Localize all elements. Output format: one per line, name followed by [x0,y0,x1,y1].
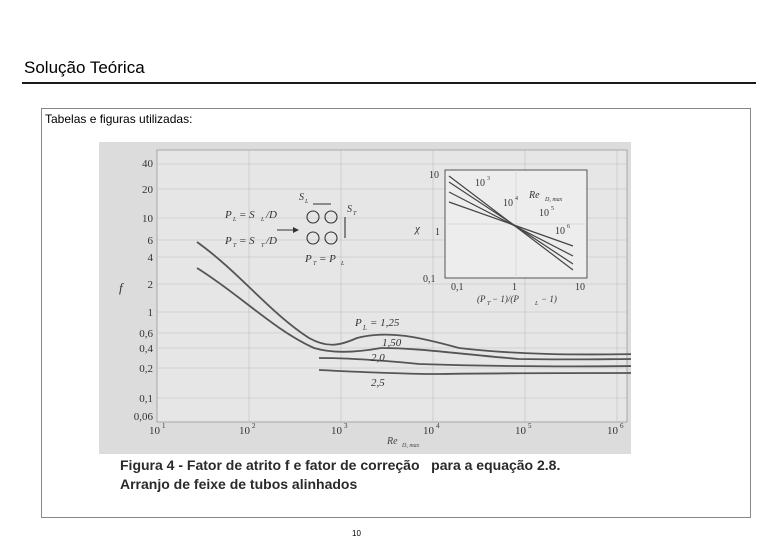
friction-factor-figure [99,142,631,454]
inset-xlabel-end: − 1) [541,294,557,304]
inset-re-1e3-exp: 3 [487,176,490,182]
inset-y-label: χ [415,223,420,235]
eq2-sub: T [233,243,237,249]
st-label: S [347,204,352,215]
y-axis-label: f [119,280,123,295]
inset-re-1e4-exp: 4 [515,196,518,202]
xtick-1e2: 10 [239,425,250,437]
page-title: Solução Teórica [24,58,145,77]
xtick-1e4-exp: 4 [436,422,440,430]
ytick-0-2: 0,2 [139,363,153,375]
figure-caption [120,456,560,494]
eq1-rest: = S [239,209,255,221]
title-divider [22,82,756,84]
inset-xtick-0-1: 0,1 [451,282,464,293]
eq3-sub: T [313,261,317,267]
xtick-1e6-exp: 6 [620,422,624,430]
section-label: Tabelas e figuras utilizadas: [45,112,193,126]
inset-ytick-0-1: 0,1 [423,274,436,285]
inset-re-title: Re [529,190,540,201]
ytick-20: 20 [142,184,153,196]
eq2-tail: /D [266,235,277,247]
xtick-1e1-exp: 1 [162,422,166,430]
curve-label-2-0: 2,0 [371,352,385,364]
eq1-sub2: L [261,217,265,223]
figure-caption-line-1: Figura 4 - Fator de atrito f e fator de correção para a equação 2.8. [120,457,561,473]
inset-re-1e5-exp: 5 [551,206,554,212]
eq1-sub: L [233,217,237,223]
ytick-1: 1 [147,307,153,319]
curve-label-p: P [355,317,362,329]
x-axis-label-sub: D, max [402,443,420,449]
sl-label: S [299,192,304,203]
xtick-1e5: 10 [515,425,526,437]
inset-xlabel-start: (P [477,294,486,304]
st-sub: T [353,211,357,217]
eq3-sub2: L [341,261,345,267]
xtick-1e5-exp: 5 [528,422,532,430]
ytick-0-6: 0,6 [139,328,153,340]
curve-label-2-5: 2,5 [371,377,385,389]
inset-ytick-10: 10 [429,170,439,181]
inset-xlabel-sub1: T [487,301,491,307]
xtick-1e3-exp: 3 [344,422,348,430]
xtick-1e2-exp: 2 [252,422,256,430]
xtick-1e1: 10 [149,425,160,437]
ytick-4: 4 [147,252,153,264]
inset-re-1e5: 10 [539,208,549,219]
inset-re-1e6-exp: 6 [567,224,570,230]
inset-xlabel-sub2: L [535,301,539,307]
ytick-0-4: 0,4 [139,343,153,355]
xtick-1e3: 10 [331,425,342,437]
ytick-0-1: 0,1 [139,393,153,405]
sl-sub: L [305,199,309,205]
xtick-1e6: 10 [607,425,618,437]
inset-re-1e3: 10 [475,178,485,189]
eq2-rest: = S [239,235,255,247]
inset-xtick-10: 10 [575,282,585,293]
eq2-p: P [225,235,232,247]
figure-caption-line-2: Arranjo de feixe de tubos alinhados [120,476,358,492]
eq1-p: P [225,209,232,221]
eq2-sub2: T [261,243,265,249]
inset-xtick-1: 1 [512,282,517,293]
curve-label-sub: L [363,324,367,332]
curve-label-1-25: = 1,25 [370,317,400,329]
curve-label-1-50: 1,50 [382,337,402,349]
inset-re-title-sub: D, max [545,197,563,203]
inset-xlabel-mid: − 1)/(P [492,294,519,304]
ytick-6: 6 [147,235,153,247]
inset-ytick-1: 1 [435,227,440,238]
xtick-1e4: 10 [423,425,434,437]
inset-re-1e6: 10 [555,226,565,237]
ytick-0-06: 0,06 [133,411,153,423]
ytick-40: 40 [142,158,153,170]
ytick-10: 10 [142,213,153,225]
x-axis-label: Re [387,436,398,447]
ytick-2: 2 [147,279,153,291]
eq3-rest: = P [319,253,336,265]
eq1-tail: /D [266,209,277,221]
page-number: 10 [352,529,361,538]
inset-re-1e4: 10 [503,198,513,209]
eq3-p: P [305,253,312,265]
